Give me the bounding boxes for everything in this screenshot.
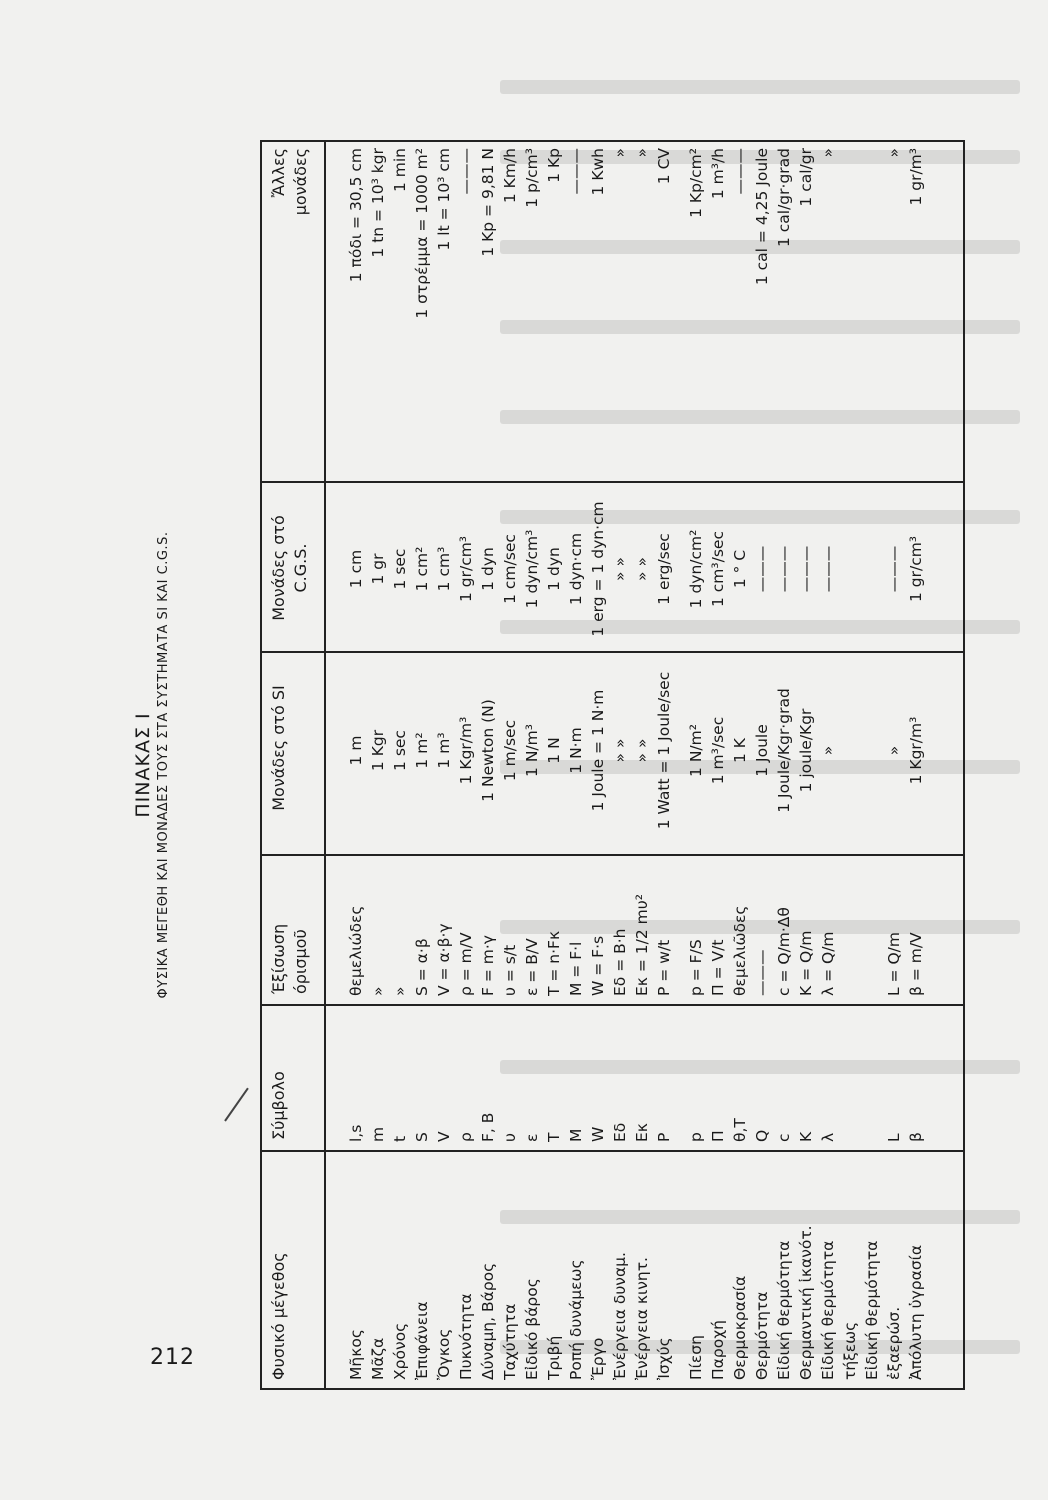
cell-other: 1 Kp = 9,81 N [479, 148, 497, 257]
cell-equation: P = w/t [655, 939, 673, 996]
cell-cgs: 1 erg/sec [655, 533, 673, 605]
cell-si: 1 Joule = 1 N·m [589, 689, 607, 812]
cell-cgs: 1 dyn [479, 547, 497, 591]
cell-si: » [819, 745, 837, 756]
cell-name: Δύναμη, Βάρος [479, 1262, 497, 1380]
cell-cgs: 1 ° C [731, 549, 749, 589]
cell-si: 1 K [731, 738, 749, 763]
cell-other: 1 m³/h [709, 148, 727, 200]
cell-symbol: Q [753, 1129, 771, 1142]
table-row [730, 142, 750, 1388]
cell-other: 1 CV [655, 148, 673, 185]
cell-other: » [819, 148, 837, 158]
cell-equation: M = F·l [567, 941, 585, 996]
page-number: 212 [150, 1345, 195, 1370]
table-row [434, 142, 454, 1388]
cell-other: ——— [567, 148, 585, 195]
cell-equation: L = Q/m [885, 932, 903, 996]
cell-other: ——— [731, 148, 749, 195]
header-symbol: Σύμβολο [269, 1071, 288, 1140]
cell-other: 1 πόδι = 30,5 cm [347, 148, 365, 283]
cell-cgs: ——— [797, 545, 815, 593]
cell-equation: » [391, 986, 409, 996]
cell-si: 1 m [347, 735, 365, 766]
cell-cgs: 1 cm [347, 549, 365, 589]
cell-cgs: 1 gr [369, 553, 387, 585]
cell-name: Θερμότητα [753, 1291, 771, 1380]
table-title: ΠΙΝΑΚΑΣ Ι [132, 712, 154, 818]
table-row [566, 142, 586, 1388]
cell-equation: V = α·β·γ [435, 923, 453, 996]
table-row [884, 142, 904, 1388]
cell-name: Ἔργο [589, 1337, 607, 1380]
table-row [544, 142, 564, 1388]
cell-name: Μῆκος [347, 1329, 365, 1380]
table-row [752, 142, 772, 1388]
table-row [346, 142, 366, 1388]
cell-symbol: S [413, 1132, 431, 1142]
cell-equation: K = Q/m [797, 930, 815, 996]
cell-name: ἐξαερώσ. [885, 1306, 903, 1380]
cell-equation: ——— [753, 949, 771, 996]
cell-name: Τριβή [545, 1335, 563, 1380]
cell-other: 1 cal = 4,25 Joule [753, 148, 771, 286]
cell-equation: Π = V/t [709, 939, 727, 996]
cell-name: τήξεως [841, 1321, 859, 1380]
cell-name: Εἰδικό βάρος [523, 1278, 541, 1380]
cell-other: 1 gr/m³ [907, 148, 925, 206]
header-si: Μονάδες στό SI [269, 685, 288, 811]
cell-symbol: Eκ [633, 1123, 651, 1142]
cell-symbol: M [567, 1128, 585, 1142]
cell-other: 1 tn = 10³ kgr [369, 148, 387, 258]
header-rule [324, 142, 326, 1388]
cell-other: 1 Kwh [589, 148, 607, 196]
cell-si: 1 N/m³ [523, 724, 541, 777]
cell-cgs: 1 gr/cm³ [907, 535, 925, 603]
cell-cgs: 1 cm³ [435, 546, 453, 592]
cell-equation: W = F·s [589, 935, 607, 996]
cell-symbol: l,s [347, 1124, 365, 1142]
cell-symbol: λ [819, 1132, 837, 1142]
cell-cgs: 1 gr/cm³ [457, 535, 475, 603]
units-table [260, 140, 965, 1390]
cell-equation: T = n·Fκ [545, 930, 563, 996]
cell-name: Μᾶζα [369, 1337, 387, 1380]
cell-si: 1 joule/Kgr [797, 708, 815, 793]
cell-equation: θεμελιώδες [347, 905, 365, 996]
cell-name: Ταχύτητα [501, 1303, 519, 1380]
table-row [818, 142, 838, 1388]
cell-equation: Eκ = 1/2 mυ² [633, 894, 651, 996]
cell-other: » [611, 148, 629, 158]
cell-si: 1 N·m [567, 727, 585, 774]
table-row [368, 142, 388, 1388]
cell-other: 1 cal/gr·grad [775, 148, 793, 248]
cell-equation: » [369, 986, 387, 996]
cell-si: » » [633, 738, 651, 763]
cell-name: Εἰδική θερμότητα [775, 1240, 793, 1380]
cell-symbol: K [797, 1131, 815, 1142]
cell-si: 1 m/sec [501, 719, 519, 782]
cell-symbol: P [655, 1132, 673, 1142]
cell-other: 1 min [391, 148, 409, 193]
cell-equation: β = m/V [907, 932, 925, 996]
cell-equation: θεμελιῶδες [731, 905, 749, 996]
cell-name: Πίεση [687, 1335, 705, 1380]
cell-name: Ὄγκος [435, 1328, 453, 1380]
cell-si: 1 Kgr/m³ [457, 716, 475, 785]
cell-name: Εἰδική θερμότητα [863, 1240, 881, 1380]
cell-si: 1 Watt = 1 Joule/sec [655, 671, 673, 830]
table-row [522, 142, 542, 1388]
cell-symbol: p [687, 1132, 705, 1142]
cell-si: 1 Kgr/m³ [907, 716, 925, 785]
table-row [588, 142, 608, 1388]
cell-si: 1 N [545, 737, 563, 764]
header-quantity: Φυσικό μέγεθος [269, 1252, 288, 1380]
cell-cgs: ——— [819, 545, 837, 593]
cell-other: 1 Kp/cm² [687, 148, 705, 218]
cell-symbol: Π [709, 1130, 727, 1142]
cell-si: 1 Kgr [369, 729, 387, 772]
cell-other: » [633, 148, 651, 158]
cell-equation: ε = B/V [523, 938, 541, 996]
cell-symbol: ρ [457, 1132, 475, 1142]
cell-equation: Eδ = B·h [611, 928, 629, 996]
table-row [862, 142, 882, 1388]
table-row [840, 142, 860, 1388]
cell-other: 1 Kp [545, 148, 563, 183]
cell-name: Πυκνότητα [457, 1293, 475, 1380]
cell-other: 1 στρέμμα = 1000 m² [413, 148, 431, 319]
table-row [632, 142, 652, 1388]
cell-symbol: V [435, 1131, 453, 1142]
table-row [412, 142, 432, 1388]
cell-cgs: ——— [753, 545, 771, 593]
cell-cgs: 1 sec [391, 548, 409, 590]
cell-symbol: β [907, 1132, 925, 1142]
cell-cgs: ——— [885, 545, 903, 593]
cell-symbol: T [545, 1132, 563, 1142]
cell-other: 1 cal/gr [797, 148, 815, 207]
table-row [906, 142, 926, 1388]
cell-equation: p = F/S [687, 939, 705, 996]
cell-si: 1 m³/sec [709, 716, 727, 785]
cell-name: Ἰσχύς [655, 1337, 673, 1380]
table-row [774, 142, 794, 1388]
table-row [686, 142, 706, 1388]
cell-cgs: 1 dyn [545, 547, 563, 591]
rotated-table-block [130, 140, 980, 1390]
cell-symbol: θ,T [731, 1118, 749, 1142]
header-equation: Έξίσωση όρισμοῦ [269, 923, 310, 994]
cell-cgs: » » [633, 557, 651, 581]
cell-cgs: 1 dyn/cm³ [523, 529, 541, 609]
cell-si: 1 m² [413, 732, 431, 769]
cell-name: Εἰδική θερμότητα [819, 1240, 837, 1380]
cell-name: Θερμοκρασία [731, 1275, 749, 1380]
header-cgs: Μονάδες στό C.G.S. [269, 515, 310, 621]
table-row [390, 142, 410, 1388]
table-row [654, 142, 674, 1388]
cell-si: » [885, 745, 903, 756]
cell-cgs: 1 dyn·cm [567, 532, 585, 606]
cell-si: 1 N/m² [687, 724, 705, 777]
cell-si: 1 sec [391, 730, 409, 771]
cell-si: 1 Joule/Kgr·grad [775, 688, 793, 813]
table-row [456, 142, 476, 1388]
header-other: Ἄλλες μονάδες [269, 148, 310, 216]
table-row [708, 142, 728, 1388]
table-row [610, 142, 630, 1388]
cell-name: Ἐπιφάνεια [413, 1301, 431, 1380]
cell-name: Ροπή δυνάμεως [567, 1259, 585, 1380]
cell-name: Ἐνέργεια κινητ. [633, 1257, 651, 1380]
cell-symbol: Eδ [611, 1122, 629, 1142]
cell-symbol: t [391, 1135, 409, 1142]
cell-cgs: » » [611, 557, 629, 581]
cell-si: 1 Newton (N) [479, 699, 497, 802]
cell-symbol: c [775, 1133, 793, 1142]
cell-equation: c = Q/m·Δθ [775, 907, 793, 996]
cell-name: Παροχή [709, 1320, 727, 1380]
cell-cgs: ——— [775, 545, 793, 593]
cell-si: » » [611, 738, 629, 763]
cell-cgs: 1 erg = 1 dyn·cm [589, 501, 607, 637]
cell-cgs: 1 dyn/cm² [687, 529, 705, 609]
cell-symbol: υ [501, 1133, 519, 1142]
cell-symbol: m [369, 1126, 387, 1142]
cell-cgs: 1 cm³/sec [709, 531, 727, 607]
table-row [500, 142, 520, 1388]
cell-name: Ἐνέργεια δυναμ. [611, 1252, 629, 1380]
cell-other: 1 p/cm³ [523, 148, 541, 208]
table-row [478, 142, 498, 1388]
cell-cgs: 1 cm² [413, 546, 431, 592]
cell-other: 1 lt = 10³ cm [435, 148, 453, 251]
cell-symbol: W [589, 1126, 607, 1142]
cell-si: 1 Joule [753, 724, 771, 777]
cell-symbol: L [885, 1133, 903, 1142]
cell-other: 1 Km/h [501, 148, 519, 204]
table-row [796, 142, 816, 1388]
cell-equation: λ = Q/m [819, 931, 837, 996]
cell-symbol: ε [523, 1133, 541, 1142]
cell-si: 1 m³ [435, 732, 453, 769]
cell-equation: S = α·β [413, 938, 431, 996]
cell-other: » [885, 148, 903, 158]
cell-name: Χρόνος [391, 1322, 409, 1380]
cell-name: Ἀπόλυτη ὑγρασία [907, 1244, 925, 1380]
cell-equation: υ = s/t [501, 944, 519, 996]
cell-equation: F = m·γ [479, 935, 497, 996]
cell-equation: ρ = m/V [457, 932, 475, 996]
cell-symbol: F, B [479, 1112, 497, 1142]
cell-other: ——— [457, 148, 475, 195]
cell-cgs: 1 cm/sec [501, 534, 519, 604]
cell-name: Θερμαντική ἱκανότ. [797, 1225, 815, 1380]
table-subtitle: ΦΥΣΙΚΑ ΜΕΓΕΘΗ ΚΑΙ ΜΟΝΑΔΕΣ ΤΟΥΣ ΣΤΑ ΣΥΣΤΗΜΑΤΑ SI ΚΑΙ C.G.S. [156, 531, 171, 999]
